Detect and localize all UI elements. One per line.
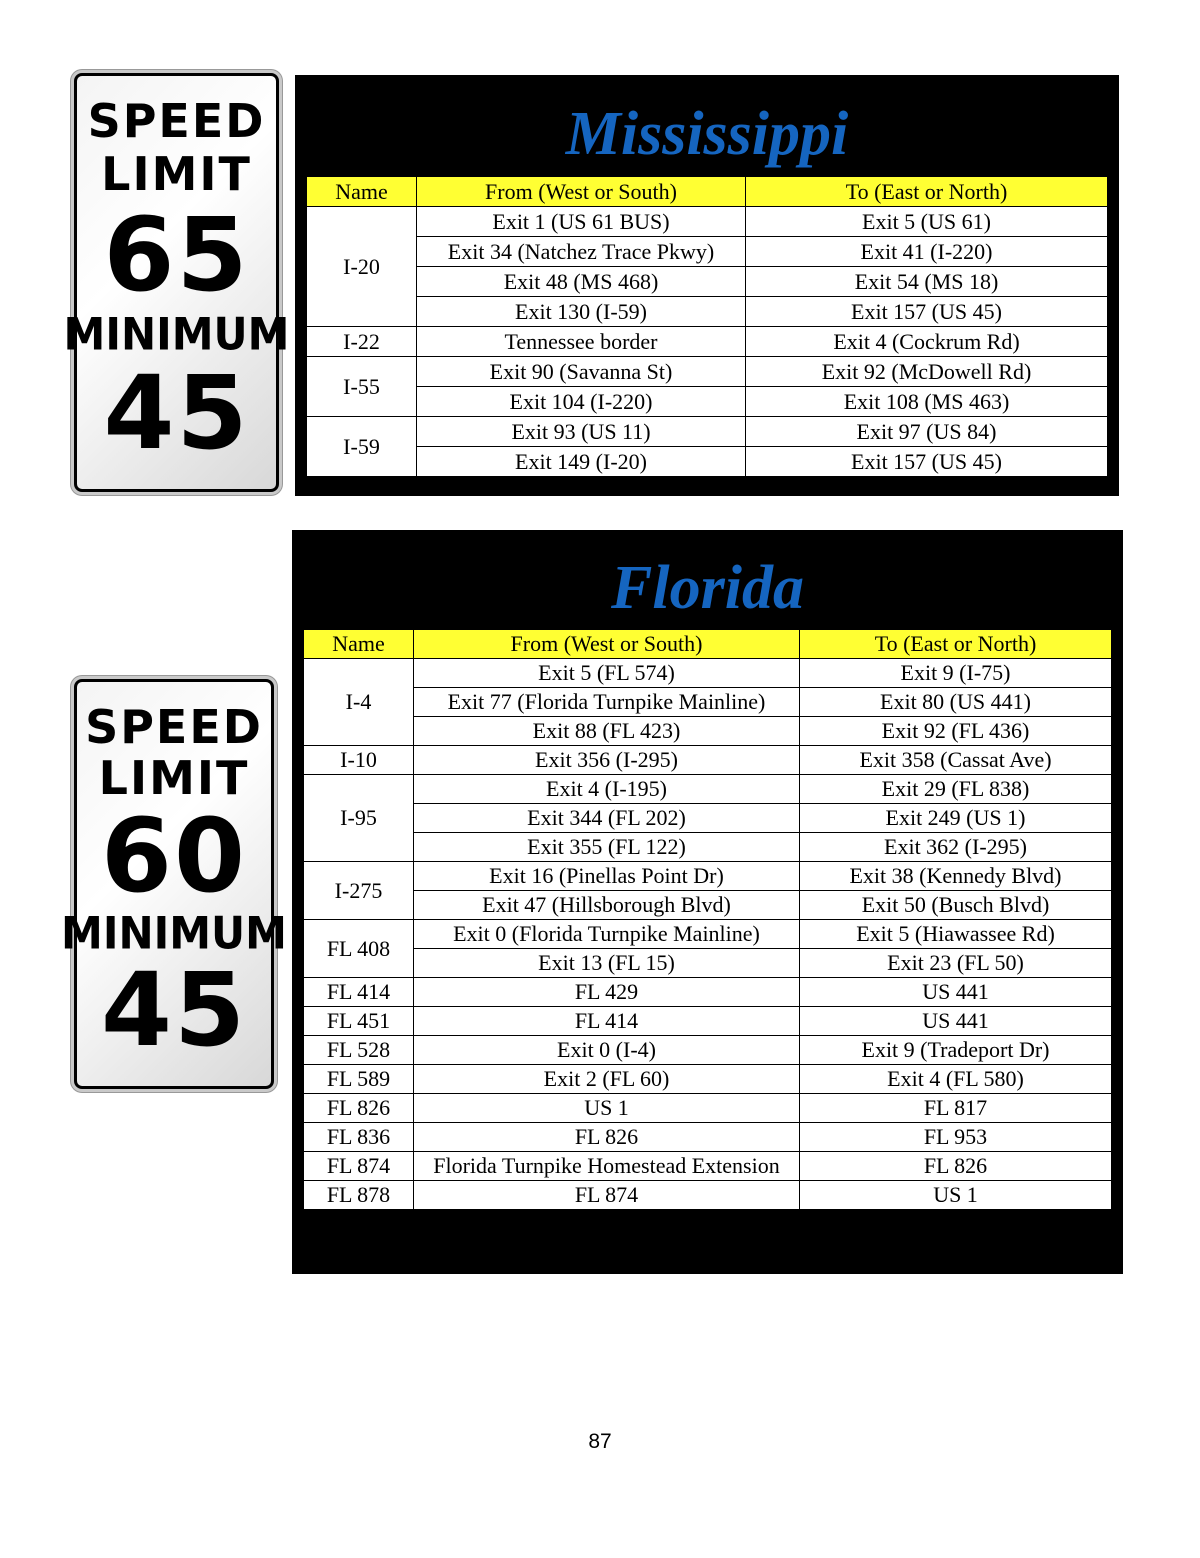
from-cell: Exit 13 (FL 15) — [414, 949, 800, 978]
table-row — [307, 327, 1108, 357]
header-name: Name — [307, 177, 417, 207]
table-row — [307, 357, 1108, 387]
sign-minimum-value: 45 — [103, 354, 250, 473]
header-from: From (West or South) — [414, 630, 800, 659]
to-cell: Exit 249 (US 1) — [800, 804, 1112, 833]
from-cell: Exit 130 (I-59) — [417, 297, 746, 327]
sign-minimum-word: MINIMUM — [63, 308, 290, 360]
from-cell: Exit 355 (FL 122) — [414, 833, 800, 862]
from-cell: Tennessee border — [417, 327, 746, 357]
highway-name-cell: I-55 — [307, 357, 417, 417]
from-cell: FL 429 — [414, 978, 800, 1007]
from-cell: Exit 5 (FL 574) — [414, 659, 800, 688]
to-cell: Exit 29 (FL 838) — [800, 775, 1112, 804]
table-row — [307, 387, 1108, 417]
to-cell: Exit 97 (US 84) — [746, 417, 1108, 447]
from-cell: Exit 1 (US 61 BUS) — [417, 207, 746, 237]
to-cell: Exit 157 (US 45) — [746, 297, 1108, 327]
header-name: Name — [304, 630, 414, 659]
to-cell: FL 826 — [800, 1152, 1112, 1181]
sign-minimum-word: MINIMUM — [61, 907, 287, 960]
speed-limit-sign-60 — [61, 679, 287, 1089]
from-cell: Exit 344 (FL 202) — [414, 804, 800, 833]
to-cell: Exit 4 (Cockrum Rd) — [746, 327, 1108, 357]
header-from: From (West or South) — [417, 177, 746, 207]
table-row — [304, 920, 1112, 949]
from-cell: Exit 47 (Hillsborough Blvd) — [414, 891, 800, 920]
to-cell: Exit 362 (I-295) — [800, 833, 1112, 862]
to-cell: Exit 41 (I-220) — [746, 237, 1108, 267]
from-cell: Florida Turnpike Homestead Extension — [414, 1152, 800, 1181]
table-row — [304, 1152, 1112, 1181]
table-header-row — [304, 630, 1112, 659]
table-row — [304, 891, 1112, 920]
mississippi-panel — [295, 75, 1119, 496]
to-cell: Exit 23 (FL 50) — [800, 949, 1112, 978]
from-cell: Exit 16 (Pinellas Point Dr) — [414, 862, 800, 891]
from-cell: Exit 34 (Natchez Trace Pkwy) — [417, 237, 746, 267]
from-cell: Exit 77 (Florida Turnpike Mainline) — [414, 688, 800, 717]
table-row — [307, 297, 1108, 327]
to-cell: Exit 92 (FL 436) — [800, 717, 1112, 746]
table-row — [304, 1123, 1112, 1152]
table-row — [304, 1094, 1112, 1123]
sign-limit-word: LIMIT — [98, 751, 250, 805]
mississippi-table — [306, 176, 1108, 477]
to-cell: Exit 108 (MS 463) — [746, 387, 1108, 417]
to-cell: FL 953 — [800, 1123, 1112, 1152]
highway-name-cell: I-95 — [304, 775, 414, 862]
to-cell: Exit 9 (Tradeport Dr) — [800, 1036, 1112, 1065]
highway-name-cell: FL 878 — [304, 1181, 414, 1210]
table-row — [304, 746, 1112, 775]
to-cell: Exit 9 (I-75) — [800, 659, 1112, 688]
table-row — [307, 417, 1108, 447]
to-cell: Exit 80 (US 441) — [800, 688, 1112, 717]
to-cell: FL 817 — [800, 1094, 1112, 1123]
table-row — [304, 659, 1112, 688]
to-cell: Exit 157 (US 45) — [746, 447, 1108, 477]
highway-name-cell: FL 408 — [304, 920, 414, 978]
table-row — [304, 1065, 1112, 1094]
to-cell: Exit 54 (MS 18) — [746, 267, 1108, 297]
from-cell: Exit 4 (I-195) — [414, 775, 800, 804]
from-cell: Exit 2 (FL 60) — [414, 1065, 800, 1094]
florida-title: Florida — [611, 554, 804, 622]
to-cell: US 1 — [800, 1181, 1112, 1210]
table-row — [304, 949, 1112, 978]
table-row — [304, 862, 1112, 891]
table-row — [304, 1036, 1112, 1065]
highway-name-cell: FL 836 — [304, 1123, 414, 1152]
header-to: To (East or North) — [746, 177, 1108, 207]
from-cell: Exit 0 (I-4) — [414, 1036, 800, 1065]
highway-name-cell: FL 451 — [304, 1007, 414, 1036]
florida-table — [303, 629, 1112, 1210]
table-row — [307, 237, 1108, 267]
from-cell: US 1 — [414, 1094, 800, 1123]
sign-minimum-value: 45 — [101, 951, 247, 1070]
highway-name-cell: I-4 — [304, 659, 414, 746]
table-row — [304, 775, 1112, 804]
highway-name-cell: I-22 — [307, 327, 417, 357]
from-cell: Exit 149 (I-20) — [417, 447, 746, 477]
table-header-row — [307, 177, 1108, 207]
highway-name-cell: I-275 — [304, 862, 414, 920]
to-cell: Exit 38 (Kennedy Blvd) — [800, 862, 1112, 891]
table-row — [304, 1181, 1112, 1210]
from-cell: Exit 48 (MS 468) — [417, 267, 746, 297]
table-row — [307, 447, 1108, 477]
highway-name-cell: FL 589 — [304, 1065, 414, 1094]
from-cell: Exit 104 (I-220) — [417, 387, 746, 417]
sign-speed-word: SPEED — [87, 94, 266, 148]
page-number: 87 — [588, 1430, 612, 1453]
highway-name-cell: FL 826 — [304, 1094, 414, 1123]
highway-name-cell: I-10 — [304, 746, 414, 775]
sign-limit-word: LIMIT — [101, 147, 252, 202]
table-row — [304, 978, 1112, 1007]
florida-panel — [292, 530, 1123, 1274]
table-row — [304, 688, 1112, 717]
table-row — [304, 717, 1112, 746]
mississippi-title: Mississippi — [565, 100, 849, 168]
to-cell: Exit 5 (US 61) — [746, 207, 1108, 237]
highway-name-cell: I-59 — [307, 417, 417, 477]
from-cell: Exit 356 (I-295) — [414, 746, 800, 775]
sign-speed-word: SPEED — [85, 700, 263, 754]
from-cell: Exit 88 (FL 423) — [414, 717, 800, 746]
highway-name-cell: FL 414 — [304, 978, 414, 1007]
table-row — [304, 1007, 1112, 1036]
table-row — [304, 833, 1112, 862]
table-row — [307, 207, 1108, 237]
to-cell: Exit 5 (Hiawassee Rd) — [800, 920, 1112, 949]
from-cell: FL 874 — [414, 1181, 800, 1210]
highway-name-cell: FL 528 — [304, 1036, 414, 1065]
to-cell: Exit 50 (Busch Blvd) — [800, 891, 1112, 920]
header-to: To (East or North) — [800, 630, 1112, 659]
to-cell: US 441 — [800, 1007, 1112, 1036]
table-row — [307, 267, 1108, 297]
to-cell: Exit 358 (Cassat Ave) — [800, 746, 1112, 775]
sign-speed-limit-value: 60 — [101, 797, 247, 916]
to-cell: US 441 — [800, 978, 1112, 1007]
speed-limit-sign-65 — [63, 73, 290, 492]
table-row — [304, 804, 1112, 833]
sign-speed-limit-value: 65 — [103, 195, 250, 315]
from-cell: FL 414 — [414, 1007, 800, 1036]
to-cell: Exit 4 (FL 580) — [800, 1065, 1112, 1094]
highway-name-cell: FL 874 — [304, 1152, 414, 1181]
to-cell: Exit 92 (McDowell Rd) — [746, 357, 1108, 387]
from-cell: Exit 93 (US 11) — [417, 417, 746, 447]
highway-name-cell: I-20 — [307, 207, 417, 327]
from-cell: Exit 0 (Florida Turnpike Mainline) — [414, 920, 800, 949]
from-cell: Exit 90 (Savanna St) — [417, 357, 746, 387]
from-cell: FL 826 — [414, 1123, 800, 1152]
